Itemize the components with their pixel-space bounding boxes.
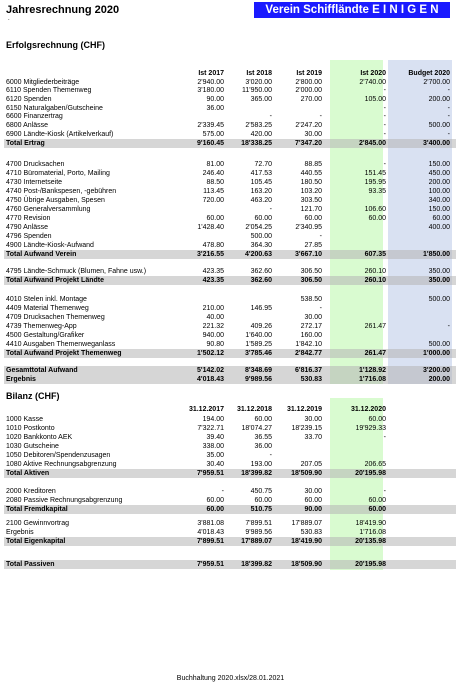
erfolg-total-row: [4, 349, 456, 358]
cell-value: 1'000.00: [423, 350, 450, 357]
cell-value: 5'142.02: [197, 367, 224, 374]
cell-value: 350.00: [428, 268, 450, 275]
cell-value: 150.00: [428, 161, 450, 168]
row-label: 6900 Ländte-Kiosk (Artikelverkauf): [6, 131, 114, 138]
cell-value: 60.00: [368, 416, 386, 423]
row-label: 2000 Kreditoren: [6, 488, 56, 495]
cell-value: 36.55: [254, 434, 272, 441]
cell-value: 2'054.25: [245, 224, 272, 231]
erfolg-row: [4, 322, 456, 331]
cell-value: 1'716.08: [359, 376, 386, 383]
cell-value: 20'195.98: [355, 470, 386, 477]
cell-value: 261.47: [364, 350, 386, 357]
bilanz-row: [4, 519, 456, 528]
cell-value: -: [269, 206, 272, 213]
cell-value: 450.75: [250, 488, 272, 495]
bilanz-row: [4, 528, 456, 537]
row-label: 6120 Spenden: [6, 96, 52, 103]
cell-value: 11'950.00: [241, 87, 272, 94]
cell-value: 60.00: [254, 215, 272, 222]
cell-value: 7'322.71: [197, 425, 224, 432]
cell-value: 510.75: [250, 506, 272, 513]
row-label: Ergebnis: [6, 376, 36, 383]
cell-value: 7'899.51: [197, 538, 224, 545]
cell-value: 193.00: [250, 461, 272, 468]
header-31-12-2018: 31.12.2018: [236, 406, 272, 413]
cell-value: -: [383, 131, 386, 138]
cell-value: 39.40: [206, 434, 224, 441]
erfolg-row: [4, 121, 456, 130]
header-ist-2019: Ist 2019: [296, 70, 322, 77]
row-label: 1030 Gutscheine: [6, 443, 59, 450]
cell-value: -: [269, 452, 272, 459]
page-title: Jahresrechnung 2020: [6, 4, 120, 16]
cell-value: 30.00: [304, 131, 322, 138]
cell-value: 90.80: [206, 341, 224, 348]
cell-value: 500.00: [428, 122, 450, 129]
cell-value: -: [319, 305, 322, 312]
erfolg-total-row: [4, 375, 456, 384]
cell-value: 17'889.07: [291, 520, 322, 527]
cell-value: 246.40: [202, 170, 224, 177]
cell-value: 9'160.45: [197, 140, 224, 147]
cell-value: 303.50: [300, 197, 322, 204]
row-label: Gesamttotal Aufwand: [6, 367, 78, 374]
cell-value: 60.00: [304, 497, 322, 504]
cell-value: 18'419.90: [355, 520, 386, 527]
row-label: Ergebnis: [6, 529, 34, 536]
cell-value: 9'989.56: [245, 376, 272, 383]
cell-value: -: [383, 87, 386, 94]
row-label: Total Aktiven: [6, 470, 50, 477]
erfolg-row: [4, 214, 456, 223]
cell-value: 7'959.51: [197, 561, 224, 568]
cell-value: 260.10: [364, 277, 386, 284]
erfolg-row: [4, 112, 456, 121]
cell-value: 35.00: [206, 452, 224, 459]
cell-value: -: [269, 113, 272, 120]
cell-value: 60.00: [206, 215, 224, 222]
cell-value: 18'074.27: [241, 425, 272, 432]
cell-value: -: [383, 105, 386, 112]
row-label: 1080 Aktive Rechnungsabgrenzung: [6, 461, 117, 468]
cell-value: 88.50: [206, 179, 224, 186]
cell-value: 2'845.00: [359, 140, 386, 147]
row-label: 4760 Generalversammlung: [6, 206, 91, 213]
row-label: 4709 Drucksachen Themenweg: [6, 314, 105, 321]
cell-value: 18'509.90: [291, 470, 322, 477]
cell-value: 18'419.90: [291, 538, 322, 545]
stray-dot: .: [8, 16, 10, 22]
cell-value: 2'247.20: [295, 122, 322, 129]
cell-value: -: [447, 323, 450, 330]
cell-value: 30.00: [304, 314, 322, 321]
erfolg-row: [4, 232, 456, 241]
header-ist-2020: Ist 2020: [360, 70, 386, 77]
erfolg-row: [4, 331, 456, 340]
row-label: 4900 Ländte-Kiosk-Aufwand: [6, 242, 94, 249]
cell-value: 500.00: [428, 296, 450, 303]
cell-value: 33.70: [304, 434, 322, 441]
cell-value: -: [447, 113, 450, 120]
cell-value: 270.00: [300, 96, 322, 103]
erfolg-total-row: [4, 276, 456, 285]
cell-value: 362.60: [250, 277, 272, 284]
erfolg-row: [4, 340, 456, 349]
header-ist-2018: Ist 2018: [246, 70, 272, 77]
cell-value: 400.00: [428, 224, 450, 231]
cell-value: 27.85: [304, 242, 322, 249]
cell-value: -: [447, 87, 450, 94]
cell-value: 200.00: [428, 376, 450, 383]
cell-value: -: [383, 122, 386, 129]
cell-value: 2'339.45: [197, 122, 224, 129]
cell-value: 575.00: [202, 131, 224, 138]
row-label: Total Aufwand Verein: [6, 251, 77, 258]
cell-value: 36.00: [254, 443, 272, 450]
cell-value: 60.00: [206, 506, 224, 513]
cell-value: 3'200.00: [423, 367, 450, 374]
cell-value: 93.35: [368, 188, 386, 195]
bilanz-row: [4, 451, 456, 460]
cell-value: 113.45: [203, 188, 224, 195]
row-label: 4739 Themenweg-App: [6, 323, 77, 330]
row-label: 1050 Debitoren/Spendenzusagen: [6, 452, 111, 459]
association-banner: Verein Schiffländte E I N I G E N: [254, 2, 450, 18]
cell-value: -: [383, 113, 386, 120]
erfolg-row: [4, 241, 456, 250]
row-label: 6000 Mitgliederbeiträge: [6, 79, 80, 86]
cell-value: 3'216.55: [197, 251, 224, 258]
cell-value: 364.30: [250, 242, 272, 249]
cell-value: 1'428.40: [197, 224, 224, 231]
cell-value: 7'899.51: [245, 520, 272, 527]
cell-value: 6'816.37: [295, 367, 322, 374]
row-label: 4790 Anlässe: [6, 224, 49, 231]
cell-value: 350.00: [428, 277, 450, 284]
cell-value: 423.35: [202, 268, 224, 275]
cell-value: 940.00: [202, 332, 224, 339]
cell-value: 272.17: [300, 323, 322, 330]
cell-value: 60.00: [254, 416, 272, 423]
cell-value: 338.00: [202, 443, 224, 450]
cell-value: 60.00: [206, 497, 224, 504]
cell-value: 463.20: [250, 197, 272, 204]
cell-value: 60.00: [254, 497, 272, 504]
erfolg-row: [4, 130, 456, 139]
cell-value: 121.70: [300, 206, 322, 213]
row-label: Total Aufwand Projekt Themenweg: [6, 350, 122, 357]
bilanz-row: [4, 460, 456, 469]
cell-value: 90.00: [304, 506, 322, 513]
erfolg-row: [4, 223, 456, 232]
header-31-12-2019: 31.12.2019: [286, 406, 322, 413]
cell-value: 72.70: [254, 161, 272, 168]
cell-value: 30.00: [304, 416, 322, 423]
cell-value: 105.00: [364, 96, 386, 103]
cell-value: 2'340.95: [295, 224, 322, 231]
row-label: 4740 Post-/Bankspesen, -gebühren: [6, 188, 117, 195]
cell-value: 2'800.00: [295, 79, 322, 86]
erfolg-row: [4, 95, 456, 104]
cell-value: -: [319, 233, 322, 240]
cell-value: 530.83: [300, 529, 322, 536]
header-ist-2017: Ist 2017: [198, 70, 224, 77]
row-label: 4700 Drucksachen: [6, 161, 65, 168]
cell-value: 530.83: [300, 376, 322, 383]
cell-value: 538.50: [300, 296, 322, 303]
cell-value: 362.60: [250, 268, 272, 275]
cell-value: 1'128.92: [359, 367, 386, 374]
cell-value: 81.00: [206, 161, 224, 168]
row-label: 4795 Ländte-Schmuck (Blumen, Fahne usw.): [6, 268, 147, 275]
cell-value: 365.00: [250, 96, 272, 103]
cell-value: 200.00: [428, 179, 450, 186]
erfolg-row: [4, 196, 456, 205]
erfolg-row: [4, 86, 456, 95]
bilanz-row: [4, 496, 456, 505]
row-label: 4770 Revision: [6, 215, 51, 222]
row-label: 4500 Gestaltung/Grafiker: [6, 332, 85, 339]
cell-value: 1'716.08: [359, 529, 386, 536]
header-31-12-2020: 31.12.2020: [350, 406, 386, 413]
bilanz-row: [4, 424, 456, 433]
erfolg-row: [4, 267, 456, 276]
cell-value: 8'348.69: [245, 367, 272, 374]
cell-value: 9'989.56: [245, 529, 272, 536]
cell-value: 1'589.25: [245, 341, 272, 348]
row-label: Total Eigenkapital: [6, 538, 66, 545]
cell-value: 2'700.00: [423, 79, 450, 86]
cell-value: 260.10: [364, 268, 386, 275]
bilanz-total-row: [4, 469, 456, 478]
cell-value: 60.00: [304, 215, 322, 222]
cell-value: 150.00: [428, 206, 450, 213]
row-label: 2080 Passive Rechnungsabgrenzung: [6, 497, 123, 504]
row-label: Total Passiven: [6, 561, 55, 568]
erfolg-row: [4, 304, 456, 313]
erfolg-total-row: [4, 139, 456, 148]
erfolg-row: [4, 313, 456, 322]
cell-value: 105.45: [250, 179, 272, 186]
cell-value: 306.50: [300, 277, 322, 284]
cell-value: 60.00: [368, 497, 386, 504]
cell-value: 151.45: [364, 170, 386, 177]
cell-value: 3'881.08: [197, 520, 224, 527]
footer-filename: Buchhaltung 2020.xlsx/28.01.2021: [176, 675, 285, 682]
cell-value: 261.47: [364, 323, 386, 330]
cell-value: 2'583.25: [245, 122, 272, 129]
row-label: Total Ertrag: [6, 140, 45, 147]
cell-value: 417.53: [250, 170, 272, 177]
cell-value: -: [447, 131, 450, 138]
cell-value: 195.95: [364, 179, 386, 186]
row-label: 4796 Spenden: [6, 233, 52, 240]
cell-value: 19'929.33: [355, 425, 386, 432]
cell-value: 194.00: [202, 416, 224, 423]
cell-value: 210.00: [202, 305, 224, 312]
cell-value: 221.32: [202, 323, 224, 330]
erfolg-row: [4, 160, 456, 169]
cell-value: 18'239.15: [291, 425, 322, 432]
cell-value: 106.60: [364, 206, 386, 213]
cell-value: 17'889.07: [241, 538, 272, 545]
cell-value: 7'959.51: [197, 470, 224, 477]
cell-value: 500.00: [428, 341, 450, 348]
erfolg-total-row: [4, 250, 456, 259]
row-label: 6150 Naturalgaben/Gutscheine: [6, 105, 103, 112]
row-label: 1010 Postkonto: [6, 425, 55, 432]
row-label: Total Aufwand Projekt Ländte: [6, 277, 105, 284]
header-budget-2020: Budget 2020: [408, 70, 450, 77]
cell-value: 18'399.82: [241, 561, 272, 568]
cell-value: 146.95: [250, 305, 272, 312]
cell-value: 2'000.00: [295, 87, 322, 94]
cell-value: 3'667.10: [295, 251, 322, 258]
cell-value: 409.26: [250, 323, 272, 330]
erfolg-row: [4, 178, 456, 187]
cell-value: 306.50: [300, 268, 322, 275]
row-label: 4010 Stelen inkl. Montage: [6, 296, 87, 303]
cell-value: -: [383, 488, 386, 495]
row-label: 1020 Bankkonto AEK: [6, 434, 73, 441]
bilanz-total-row: [4, 537, 456, 546]
cell-value: 478.80: [202, 242, 224, 249]
cell-value: 20'195.98: [355, 561, 386, 568]
cell-value: 18'338.25: [241, 140, 272, 147]
cell-value: -: [447, 105, 450, 112]
erfolg-row: [4, 187, 456, 196]
cell-value: 3'400.00: [423, 140, 450, 147]
erfolg-total-row: [4, 366, 456, 375]
cell-value: 18'509.90: [291, 561, 322, 568]
row-label: 6800 Anlässe: [6, 122, 49, 129]
cell-value: 206.65: [364, 461, 386, 468]
bilanz-row: [4, 487, 456, 496]
row-label: 4750 Übrige Ausgaben, Spesen: [6, 197, 105, 204]
bilanz-row: [4, 415, 456, 424]
cell-value: 200.00: [428, 96, 450, 103]
cell-value: 60.00: [368, 506, 386, 513]
cell-value: 18'399.82: [241, 470, 272, 477]
erfolg-column-headers: [4, 69, 456, 78]
cell-value: 2'940.00: [197, 79, 224, 86]
cell-value: 3'020.00: [245, 79, 272, 86]
cell-value: 450.00: [428, 170, 450, 177]
cell-value: 720.00: [202, 197, 224, 204]
cell-value: 100.00: [428, 188, 450, 195]
cell-value: 207.05: [300, 461, 322, 468]
erfolgsrechnung-heading: Erfolgsrechnung (CHF): [6, 40, 105, 50]
cell-value: 423.35: [202, 277, 224, 284]
bilanz-total-row: [4, 560, 456, 569]
row-label: Total Fremdkapital: [6, 506, 68, 513]
cell-value: 500.00: [250, 233, 272, 240]
row-label: 2100 Gewinnvortrag: [6, 520, 70, 527]
bilanz-total-row: [4, 505, 456, 514]
cell-value: -: [319, 113, 322, 120]
cell-value: 30.40: [206, 461, 224, 468]
cell-value: 103.20: [300, 188, 322, 195]
bilanz-column-headers: [4, 405, 456, 414]
cell-value: 440.55: [300, 170, 322, 177]
bilanz-heading: Bilanz (CHF): [6, 391, 60, 401]
cell-value: 88.85: [304, 161, 322, 168]
cell-value: 1'640.00: [245, 332, 272, 339]
cell-value: 420.00: [250, 131, 272, 138]
bilanz-row: [4, 442, 456, 451]
header-31-12-2017: 31.12.2017: [188, 406, 224, 413]
row-label: 6110 Spenden Themenweg: [6, 87, 92, 94]
cell-value: 4'018.43: [197, 529, 224, 536]
row-label: 4710 Büromaterial, Porto, Mailing: [6, 170, 110, 177]
cell-value: 36.00: [206, 105, 224, 112]
cell-value: 180.50: [300, 179, 322, 186]
cell-value: 3'785.46: [245, 350, 272, 357]
cell-value: 607.35: [364, 251, 386, 258]
cell-value: -: [383, 434, 386, 441]
bilanz-row: [4, 433, 456, 442]
erfolg-row: [4, 169, 456, 178]
erfolg-row: [4, 295, 456, 304]
cell-value: 90.00: [206, 96, 224, 103]
row-label: 4730 Internetseite: [6, 179, 63, 186]
erfolg-row: [4, 205, 456, 214]
cell-value: 1'842.10: [295, 341, 322, 348]
cell-value: 163.20: [250, 188, 272, 195]
row-label: 4410 Ausgaben Themenweganlass: [6, 341, 116, 348]
cell-value: 4'200.63: [245, 251, 272, 258]
row-label: 4409 Material Themenweg: [6, 305, 89, 312]
cell-value: -: [221, 488, 224, 495]
cell-value: 4'018.43: [197, 376, 224, 383]
cell-value: 1'850.00: [423, 251, 450, 258]
cell-value: 2'740.00: [359, 79, 386, 86]
cell-value: 60.00: [432, 215, 450, 222]
cell-value: 7'347.20: [295, 140, 322, 147]
row-label: 1000 Kasse: [6, 416, 43, 423]
cell-value: 2'842.77: [295, 350, 322, 357]
cell-value: 3'180.00: [197, 87, 224, 94]
cell-value: 340.00: [428, 197, 450, 204]
cell-value: 40.00: [206, 314, 224, 321]
cell-value: 1'502.12: [197, 350, 224, 357]
cell-value: 20'135.98: [355, 538, 386, 545]
cell-value: 60.00: [368, 215, 386, 222]
cell-value: -: [383, 161, 386, 168]
row-label: 6600 Finanzertrag: [6, 113, 63, 120]
cell-value: 30.00: [304, 488, 322, 495]
cell-value: 160.00: [300, 332, 322, 339]
